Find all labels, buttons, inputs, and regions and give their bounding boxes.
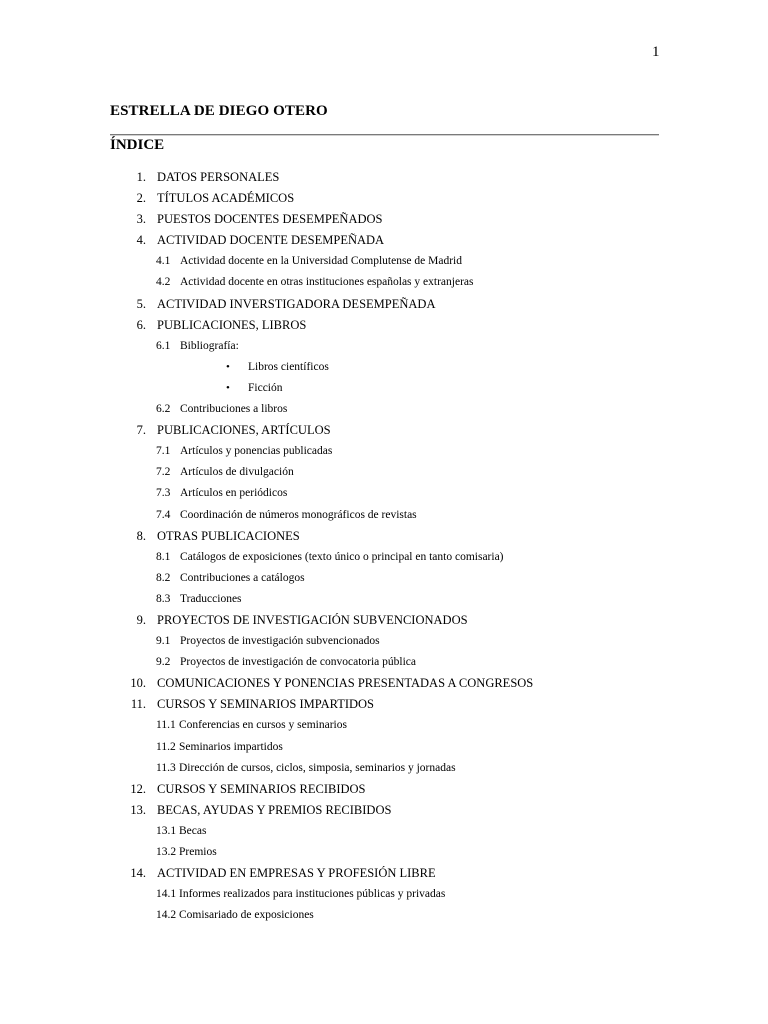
toc-entry bbox=[0, 715, 768, 736]
toc-entry-label: Informes realizados para instituciones públicas y privadas bbox=[179, 888, 446, 901]
toc-entry-number: 14.2 bbox=[156, 909, 177, 922]
toc-entry bbox=[0, 209, 768, 230]
toc-entry-label: Catálogos de exposiciones (texto único o principal en tanto comisaria) bbox=[180, 550, 504, 563]
toc-entry-label: Proyectos de investigación de convocatoria pública bbox=[180, 656, 416, 669]
toc-entry-label: PUBLICACIONES, LIBROS bbox=[157, 317, 307, 332]
toc-entry-label: CURSOS Y SEMINARIOS IMPARTIDOS bbox=[157, 697, 375, 712]
toc-entry bbox=[0, 336, 768, 357]
toc-entry bbox=[0, 315, 768, 336]
toc-entry-label: PUESTOS DOCENTES DESEMPEÑADOS bbox=[157, 212, 383, 227]
toc-entry-number: 7. bbox=[136, 423, 146, 438]
toc-entry-number: 11.2 bbox=[156, 740, 176, 753]
toc-entry bbox=[0, 272, 768, 293]
bullet-icon: • bbox=[226, 360, 230, 373]
toc-entry bbox=[0, 631, 768, 652]
toc-entry-number: 7.1 bbox=[156, 445, 171, 458]
toc-entry-label: Traducciones bbox=[180, 592, 242, 605]
toc-entry-label: Contribuciones a catálogos bbox=[180, 571, 305, 584]
toc-entry-label: BECAS, AYUDAS Y PREMIOS RECIBIDOS bbox=[157, 802, 392, 817]
toc-entry bbox=[0, 420, 768, 441]
toc-entry-number: 2. bbox=[136, 191, 146, 206]
toc-entry bbox=[0, 483, 768, 504]
toc-entry-number: 6.2 bbox=[156, 403, 171, 416]
toc-entry-label: Coordinación de números monográficos de revistas bbox=[180, 508, 417, 521]
toc-entry-label: ACTIVIDAD INVERSTIGADORA DESEMPEÑADA bbox=[157, 296, 436, 311]
toc-entry bbox=[0, 737, 768, 758]
toc-entry bbox=[0, 188, 768, 209]
index-title: ÍNDICE bbox=[110, 137, 165, 153]
toc-entry bbox=[0, 441, 768, 462]
toc-entry bbox=[0, 905, 768, 926]
toc-entry bbox=[0, 547, 768, 568]
toc-entry-number: 3. bbox=[136, 212, 146, 227]
toc-entry-label: Comisariado de exposiciones bbox=[179, 909, 314, 922]
toc-entry bbox=[0, 251, 768, 272]
author-name: ESTRELLA DE DIEGO OTERO bbox=[110, 103, 328, 119]
toc-entry bbox=[0, 610, 768, 631]
toc-entry-label: TÍTULOS ACADÉMICOS bbox=[157, 191, 295, 206]
toc-entry-label: Dirección de cursos, ciclos, simposia, seminarios y jornadas bbox=[179, 761, 456, 774]
toc-entry bbox=[0, 863, 768, 884]
toc-entry-label: PUBLICACIONES, ARTÍCULOS bbox=[157, 423, 331, 438]
horizontal-rule bbox=[110, 134, 659, 136]
toc-entry bbox=[0, 378, 768, 399]
toc-entry bbox=[0, 230, 768, 251]
toc-entry bbox=[0, 821, 768, 842]
toc-entry-number: 13. bbox=[130, 802, 146, 817]
toc-entry-label: Seminarios impartidos bbox=[179, 740, 283, 753]
toc-entry bbox=[0, 779, 768, 800]
toc-entry-label: ACTIVIDAD EN EMPRESAS Y PROFESIÓN LIBRE bbox=[157, 866, 436, 881]
toc-entry-label: Proyectos de investigación subvencionados bbox=[180, 635, 380, 648]
toc-entry-label: Actividad docente en otras instituciones españolas y extranjeras bbox=[180, 276, 474, 289]
toc-entry-number: 6. bbox=[136, 317, 146, 332]
toc-entry bbox=[0, 505, 768, 526]
toc-entry-number: 14. bbox=[130, 866, 146, 881]
toc-entry-label: Ficción bbox=[248, 381, 283, 394]
toc-entry-number: 9.2 bbox=[156, 656, 171, 669]
bullet-icon: • bbox=[226, 381, 230, 394]
toc-entry-label: PROYECTOS DE INVESTIGACIÓN SUBVENCIONADOS bbox=[157, 612, 468, 627]
toc-entry bbox=[0, 758, 768, 779]
toc-entry bbox=[0, 357, 768, 378]
toc-entry-label: Artículos y ponencias publicadas bbox=[180, 445, 333, 458]
toc-entry bbox=[0, 167, 768, 188]
toc-entry-label: Artículos en periódicos bbox=[180, 487, 288, 500]
toc-entry-label: Actividad docente en la Universidad Complutense de Madrid bbox=[180, 255, 462, 268]
toc-entry bbox=[0, 589, 768, 610]
toc-entry bbox=[0, 462, 768, 483]
toc-entry bbox=[0, 294, 768, 315]
toc-entry bbox=[0, 568, 768, 589]
toc-entry-number: 9.1 bbox=[156, 635, 171, 648]
toc-entry-number: 9. bbox=[136, 612, 146, 627]
toc-entry-label: DATOS PERSONALES bbox=[157, 170, 280, 184]
toc-entry-number: 1. bbox=[136, 170, 146, 184]
toc-entry-label: ACTIVIDAD DOCENTE DESEMPEÑADA bbox=[157, 233, 385, 248]
toc-entry-number: 5. bbox=[136, 296, 146, 311]
toc-entry-number: 11.3 bbox=[156, 761, 176, 774]
toc-entry-number: 7.4 bbox=[156, 508, 171, 521]
toc-entry-label: OTRAS PUBLICACIONES bbox=[157, 528, 300, 543]
toc-entry-label: Contribuciones a libros bbox=[180, 403, 288, 416]
toc-entry bbox=[0, 842, 768, 863]
toc-entry-number: 10. bbox=[130, 676, 146, 691]
toc-entry bbox=[0, 694, 768, 715]
toc-entry-label: Bibliografía: bbox=[180, 339, 239, 352]
toc-entry bbox=[0, 526, 768, 547]
toc-entry-number: 6.1 bbox=[156, 339, 171, 352]
toc-entry-number: 14.1 bbox=[156, 888, 177, 901]
toc-entry-label: Premios bbox=[179, 846, 217, 858]
toc-entry-number: 13.2 bbox=[156, 846, 177, 858]
toc-entry-number: 8.2 bbox=[156, 571, 171, 584]
page-number: 1 bbox=[652, 44, 660, 60]
toc-entry-number: 8. bbox=[136, 528, 146, 543]
toc-entry bbox=[0, 652, 768, 673]
toc-entry bbox=[0, 884, 768, 905]
toc-entry-number: 8.1 bbox=[156, 550, 171, 563]
toc-entry-number: 4. bbox=[136, 233, 146, 248]
toc-entry-number: 4.1 bbox=[156, 255, 171, 268]
toc-entry-number: 7.2 bbox=[156, 466, 171, 479]
toc-entry bbox=[0, 399, 768, 420]
toc-entry-label: CURSOS Y SEMINARIOS RECIBIDOS bbox=[157, 781, 366, 796]
toc-entry-label: Artículos de divulgación bbox=[180, 466, 294, 479]
toc-entry-number: 11.1 bbox=[156, 719, 176, 732]
toc-entry-number: 11. bbox=[130, 697, 146, 712]
toc-entry-label: Conferencias en cursos y seminarios bbox=[179, 719, 347, 732]
toc-entry-label: COMUNICACIONES Y PONENCIAS PRESENTADAS A CONGRESOS bbox=[157, 676, 534, 691]
toc-entry bbox=[0, 673, 768, 694]
toc-entry-label: Libros científicos bbox=[248, 360, 329, 373]
toc-entry-number: 4.2 bbox=[156, 276, 171, 289]
toc-entry bbox=[0, 800, 768, 821]
toc-entry-number: 7.3 bbox=[156, 487, 171, 500]
toc-entry-number: 13.1 bbox=[156, 824, 177, 837]
toc-entry-number: 12. bbox=[130, 781, 146, 796]
table-of-contents bbox=[0, 167, 768, 926]
toc-entry-number: 8.3 bbox=[156, 592, 171, 605]
toc-entry-label: Becas bbox=[179, 824, 207, 837]
